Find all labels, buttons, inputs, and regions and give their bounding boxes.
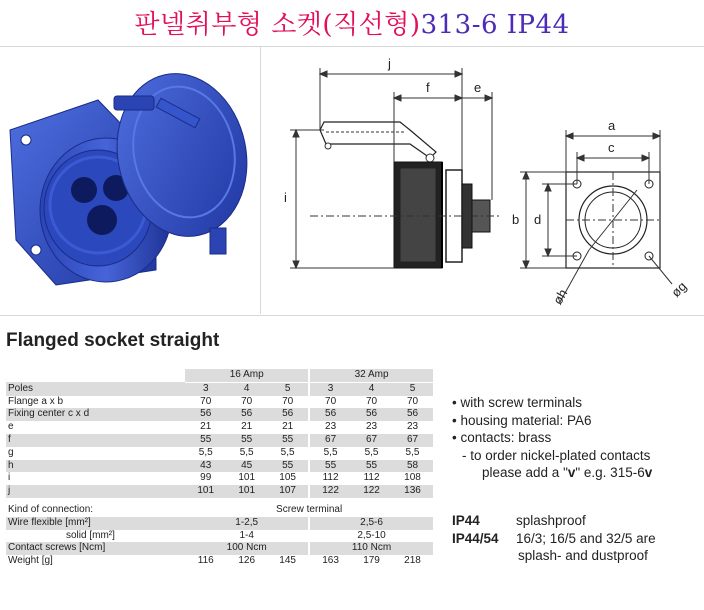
note-order-code: please add a "v" e.g. 315-6v [482, 465, 653, 480]
table-header-row [6, 369, 433, 382]
row-label: Poles [6, 382, 185, 395]
row-value: 55 [185, 434, 226, 447]
row-value: 70 [309, 396, 351, 409]
ip-row-continued: splash- and dustproof [518, 548, 648, 563]
row-value: 101 [226, 472, 267, 485]
row-value: 4 [351, 382, 392, 395]
row-value: 112 [309, 472, 351, 485]
row-label: e [6, 421, 185, 434]
row-value: 21 [267, 421, 309, 434]
note-terminals: • with screw terminals [452, 395, 583, 410]
table-row: Kind of connection: Screw terminal [6, 504, 433, 517]
row-value: 5,5 [309, 447, 351, 460]
row-value: 112 [351, 472, 392, 485]
row-value: 3 [185, 382, 226, 395]
row-value: 99 [185, 472, 226, 485]
row-value: 5,5 [226, 447, 267, 460]
row-value: 4 [226, 382, 267, 395]
group-32-amp: 32 Amp [309, 369, 433, 382]
dim-label-a: a [608, 118, 616, 133]
row-value: 55 [351, 460, 392, 473]
row-value: 70 [267, 396, 309, 409]
row-label: Fixing center c x d [6, 408, 185, 421]
socket-photo [6, 60, 256, 300]
row-value: 55 [267, 460, 309, 473]
note-contacts: • contacts: brass [452, 430, 552, 445]
page-title [0, 4, 704, 41]
row-value: 70 [226, 396, 267, 409]
row-label: g [6, 447, 185, 460]
dim-label-h: øh [549, 286, 571, 308]
table-row [6, 382, 433, 395]
note-nickel: - to order nickel-plated contacts [462, 447, 651, 463]
dim-label-g: øg [668, 278, 690, 301]
dim-label-f: f [426, 80, 430, 95]
frame-divider [260, 46, 261, 314]
table-row [6, 396, 433, 409]
spec-table [6, 369, 433, 568]
dim-label-j: j [388, 56, 391, 71]
ip-row: IP44/54 16/3; 16/5 and 32/5 are [452, 530, 656, 546]
table-row [6, 447, 433, 460]
table-row [6, 408, 433, 421]
row-value: 122 [351, 485, 392, 498]
row-value: 56 [185, 408, 226, 421]
row-value: 23 [309, 421, 351, 434]
dim-label-c: c [608, 140, 615, 155]
row-value: 101 [226, 485, 267, 498]
row-value: 70 [185, 396, 226, 409]
table-row: solid [mm²] 1-4 2,5-10 [6, 530, 433, 543]
row-value: 56 [309, 408, 351, 421]
row-value: 55 [226, 434, 267, 447]
row-value: 5,5 [351, 447, 392, 460]
row-value: 23 [392, 421, 433, 434]
row-value: 67 [351, 434, 392, 447]
row-value: 70 [392, 396, 433, 409]
spec-rows [6, 382, 433, 498]
table-row [6, 421, 433, 434]
dimension-drawing [270, 50, 700, 312]
ip-row: IP44 splashproof [452, 513, 586, 528]
row-value: 136 [392, 485, 433, 498]
row-value: 67 [309, 434, 351, 447]
row-label: i [6, 472, 185, 485]
table-row [6, 485, 433, 498]
row-label: f [6, 434, 185, 447]
row-value: 5,5 [392, 447, 433, 460]
table-row: Weight [g] 116 126 145 163 179 218 [6, 555, 433, 568]
row-value: 108 [392, 472, 433, 485]
row-value: 3 [309, 382, 351, 395]
row-value: 55 [267, 434, 309, 447]
row-value: 56 [267, 408, 309, 421]
group-16-amp: 16 Amp [185, 369, 309, 382]
row-value: 21 [226, 421, 267, 434]
ip-ratings [452, 512, 656, 565]
row-value: 101 [185, 485, 226, 498]
row-label: Flange a x b [6, 396, 185, 409]
table-row: Contact screws [Ncm] 100 Ncm 110 Ncm [6, 542, 433, 555]
title-code: 313-6 IP44 [420, 10, 570, 40]
table-row [6, 434, 433, 447]
feature-notes [452, 394, 652, 482]
row-value: 58 [392, 460, 433, 473]
row-value: 5,5 [267, 447, 309, 460]
section-heading: Flanged socket straight [6, 330, 220, 351]
dim-label-e: e [474, 80, 482, 95]
dim-label-i: i [284, 190, 287, 205]
row-label: h [6, 460, 185, 473]
row-value: 107 [267, 485, 309, 498]
dim-label-d: d [534, 212, 542, 227]
row-value: 56 [226, 408, 267, 421]
row-value: 56 [392, 408, 433, 421]
dim-label-b: b [512, 212, 520, 227]
row-value: 55 [309, 460, 351, 473]
row-value: 67 [392, 434, 433, 447]
row-value: 5 [267, 382, 309, 395]
table-row [6, 460, 433, 473]
table-row [6, 472, 433, 485]
row-value: 5 [392, 382, 433, 395]
title-korean: 판넬취부형 소켓(직선형) [134, 10, 421, 40]
note-housing: • housing material: PA6 [452, 412, 592, 428]
row-value: 56 [351, 408, 392, 421]
row-value: 105 [267, 472, 309, 485]
row-value: 23 [351, 421, 392, 434]
row-value: 70 [351, 396, 392, 409]
row-value: 122 [309, 485, 351, 498]
row-label: j [6, 485, 185, 498]
table-row: Wire flexible [mm²] 1-2,5 2,5-6 [6, 517, 433, 530]
row-value: 5,5 [185, 447, 226, 460]
row-value: 43 [185, 460, 226, 473]
row-value: 21 [185, 421, 226, 434]
row-value: 45 [226, 460, 267, 473]
